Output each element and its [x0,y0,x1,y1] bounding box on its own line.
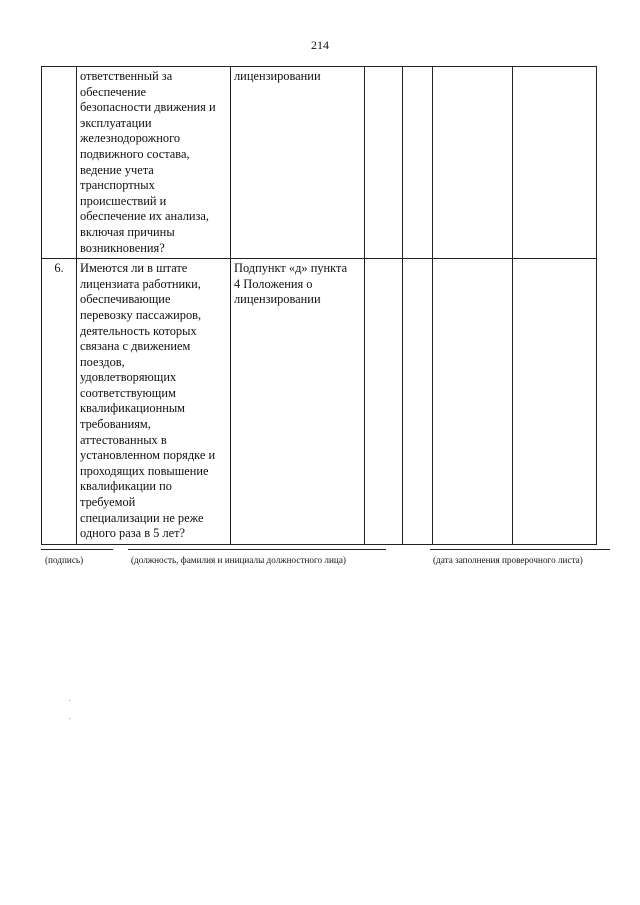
scan-speck [69,700,70,701]
note-cell [513,67,597,259]
requirement-cell [231,67,365,259]
answer-yes-cell [365,67,403,259]
note-cell [513,259,597,545]
row-number-cell [42,67,77,259]
question-cell [77,259,231,545]
answer-no-cell [403,259,433,545]
requirement-text: лицензировании [234,69,321,83]
official-caption: (должность, фамилия и инициалы должностного лица) [131,555,346,565]
row-number-cell: 6. [42,259,77,545]
requirement-cell [231,259,365,545]
signature-line [41,549,113,550]
signature-caption: (подпись) [45,555,84,565]
table-row [42,67,597,259]
question-text: ответственный за обеспечение безопасности движения и эксплуатации железнодорожного подвижного состава, ведение учета транспортных происшествий и обеспечение их анализа, включая причины возникновения? [80,69,216,255]
signature-block [41,549,113,573]
table-row [42,259,597,545]
date-caption: (дата заполнения проверочного листа) [433,555,583,565]
question-text: Имеются ли в штате лицензиата работники, обеспечивающие перевозку пассажиров, деятельность которых связана с движением поездов, удовлетворяющих соответствующим квалификационным требованиям, аттестованных в установленном порядке и проходящих повышение квалификации по требуемой специализации не реже одного раза в 5 лет? [80,261,216,541]
checklist-table [41,66,597,545]
answer-yes-cell [365,259,403,545]
scan-speck [69,718,70,719]
page-number: 214 [311,38,329,52]
date-line [430,549,610,550]
answer-na-cell [433,259,513,545]
official-block [128,549,386,573]
date-block [430,549,610,573]
requirement-text: Подпункт «д» пункта 4 Положения о лицензировании [234,261,348,307]
question-cell [77,67,231,259]
official-line [128,549,386,550]
answer-na-cell [433,67,513,259]
answer-no-cell [403,67,433,259]
